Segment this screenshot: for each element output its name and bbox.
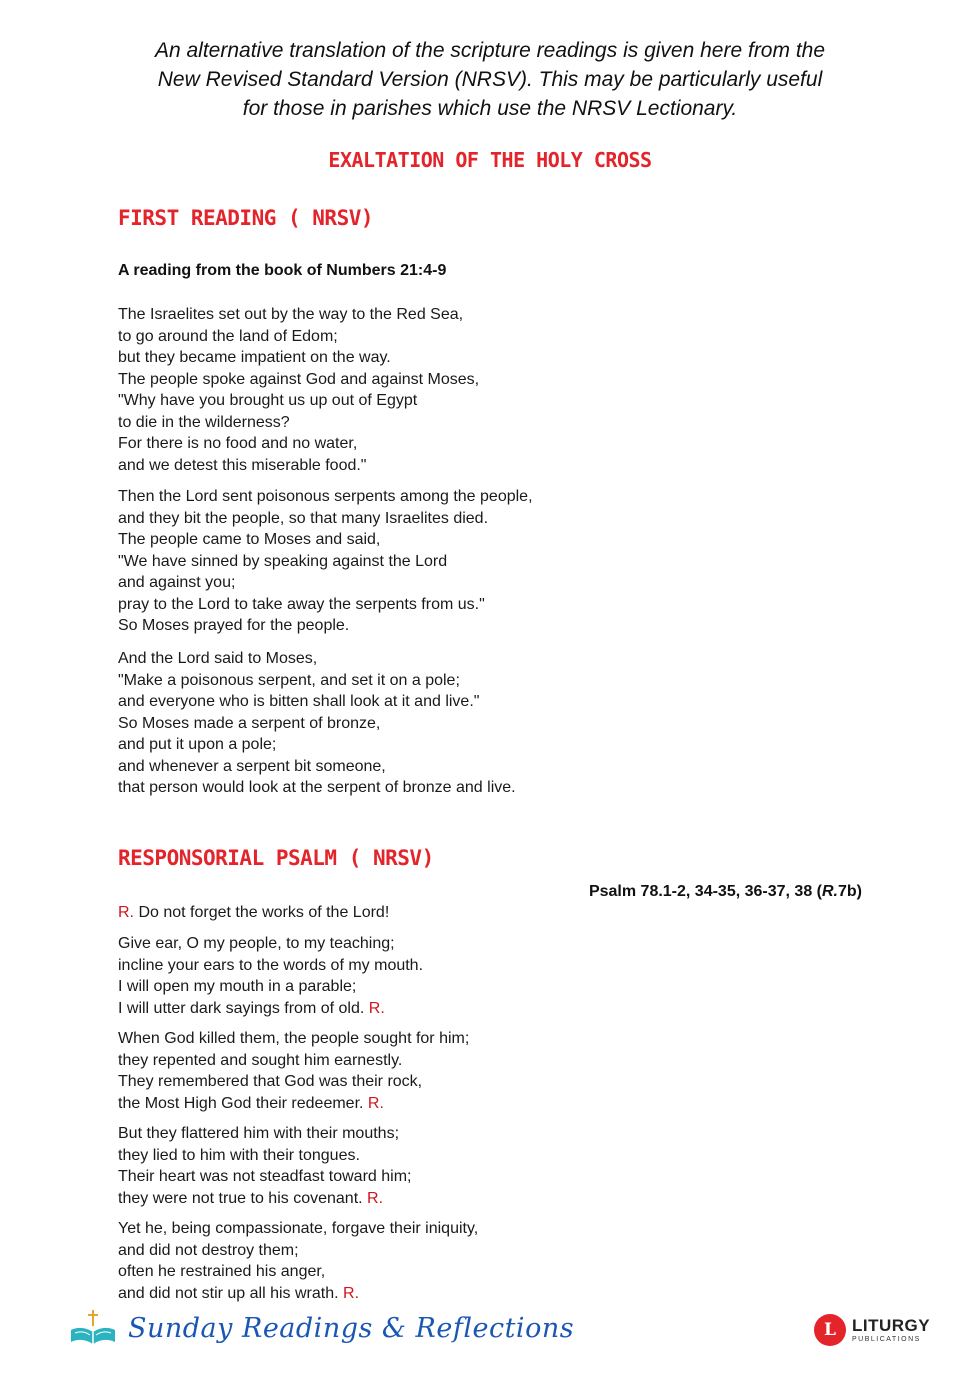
response-text: Do not forget the works of the Lord! — [138, 904, 390, 921]
psalm-stanza-2 — [118, 1028, 469, 1114]
intro-line: for those in parishes which use the NRSV Lectionary. — [242, 97, 738, 120]
liturgy-logo-icon: L — [814, 1314, 846, 1346]
psalm-reference-main: Psalm 78.1-2, 34-35, 36-37, 38 ( — [588, 883, 822, 900]
psalm-heading: RESPONSORIAL PSALM ( NRSV) — [118, 846, 434, 870]
verse-line: "We have sinned by speaking against the Lord — [118, 552, 448, 570]
first-reading-heading: FIRST READING ( NRSV) — [118, 206, 374, 230]
response-marker: R. — [367, 1189, 384, 1207]
verse-line: that person would look at the serpent of bronze and live. — [118, 779, 516, 796]
page-title: EXALTATION OF THE HOLY CROSS — [328, 148, 652, 172]
brand-wordmark: Sunday Readings & Reflections — [128, 1312, 575, 1344]
verse-line: they lied to him with their tongues. — [118, 1146, 360, 1164]
psalm-reference-response: R. — [822, 883, 838, 900]
publisher-logo — [814, 1314, 930, 1346]
intro-note — [110, 36, 870, 123]
verse-line: "Make a poisonous serpent, and set it on a pole; — [118, 671, 460, 689]
verse-line: For there is no food and no water, — [118, 435, 358, 452]
verse-line: So Moses prayed for the people. — [118, 617, 350, 634]
verse-line: Yet he, being compassionate, forgave their iniquity, — [118, 1220, 479, 1237]
verse-line: The people spoke against God and against Moses, — [118, 370, 480, 388]
psalm-reference-tail: 7b) — [838, 883, 862, 900]
psalm-stanza-4 — [118, 1218, 478, 1304]
verse-line: But they flattered him with their mouths; — [118, 1125, 400, 1142]
footer-brand — [68, 1308, 574, 1348]
first-reading-stanza-1 — [118, 304, 479, 476]
intro-line: An alternative translation of the scripture readings is given here from the — [154, 39, 826, 62]
response-marker: R. — [368, 999, 385, 1017]
verse-line: So Moses made a serpent of bronze, — [118, 714, 381, 732]
verse-line: and everyone who is bitten shall look at it and live." — [118, 693, 480, 710]
verse-line: and they bit the people, so that many Israelites died. — [118, 509, 489, 527]
verse-line: They remembered that God was their rock, — [118, 1073, 423, 1090]
verse-line: to die in the wilderness? — [118, 413, 290, 431]
intro-line: New Revised Standard Version (NRSV). This may be particularly useful — [157, 68, 823, 91]
verse-line: they were not true to his covenant. — [118, 1189, 363, 1207]
verse-line: And the Lord said to Moses, — [118, 650, 318, 667]
verse-line: and against you; — [118, 574, 236, 591]
verse-line: I will utter dark sayings from of old. — [118, 999, 365, 1017]
verse-line: Then the Lord sent poisonous serpents among the people, — [118, 488, 533, 505]
verse-line: The Israelites set out by the way to the Red Sea, — [118, 306, 464, 323]
logo-name: LITURGY — [852, 1316, 931, 1335]
verse-line: I will open my mouth in a parable; — [118, 978, 357, 995]
verse-line: often he restrained his anger, — [118, 1263, 326, 1280]
verse-line: "Why have you brought us up out of Egypt — [118, 392, 418, 409]
first-reading-stanza-3 — [118, 648, 516, 799]
verse-line: and did not stir up all his wrath. — [118, 1284, 339, 1302]
first-reading-stanza-2 — [118, 486, 533, 637]
verse-line: Give ear, O my people, to my teaching; — [118, 935, 395, 952]
psalm-reference — [589, 883, 862, 901]
verse-line: and put it upon a pole; — [118, 736, 277, 753]
first-reading-reference: A reading from the book of Numbers 21:4-9 — [118, 262, 447, 279]
verse-line: pray to the Lord to take away the serpents from us." — [118, 595, 485, 613]
verse-line: incline your ears to the words of my mouth. — [118, 956, 424, 974]
psalm-stanza-3 — [118, 1123, 411, 1209]
verse-line: but they became impatient on the way. — [118, 349, 391, 366]
response-marker: R. — [118, 904, 134, 921]
verse-line: and we detest this miserable food." — [118, 456, 367, 474]
psalm-stanza-1 — [118, 933, 423, 1019]
response-marker: R. — [343, 1284, 360, 1302]
verse-line: The people came to Moses and said, — [118, 531, 381, 548]
verse-line: to go around the land of Edom; — [118, 327, 338, 345]
verse-line: Their heart was not steadfast toward him; — [118, 1168, 412, 1185]
verse-line: the Most High God their redeemer. — [118, 1094, 364, 1112]
verse-line: When God killed them, the people sought for him; — [118, 1030, 470, 1047]
response-marker: R. — [367, 1094, 384, 1112]
open-book-cross-icon — [68, 1308, 118, 1348]
psalm-response — [118, 902, 389, 924]
verse-line: and whenever a serpent bit someone, — [118, 757, 386, 775]
verse-line: they repented and sought him earnestly. — [118, 1051, 403, 1069]
verse-line: and did not destroy them; — [118, 1241, 299, 1259]
logo-subtitle: PUBLICATIONS — [852, 1336, 921, 1343]
